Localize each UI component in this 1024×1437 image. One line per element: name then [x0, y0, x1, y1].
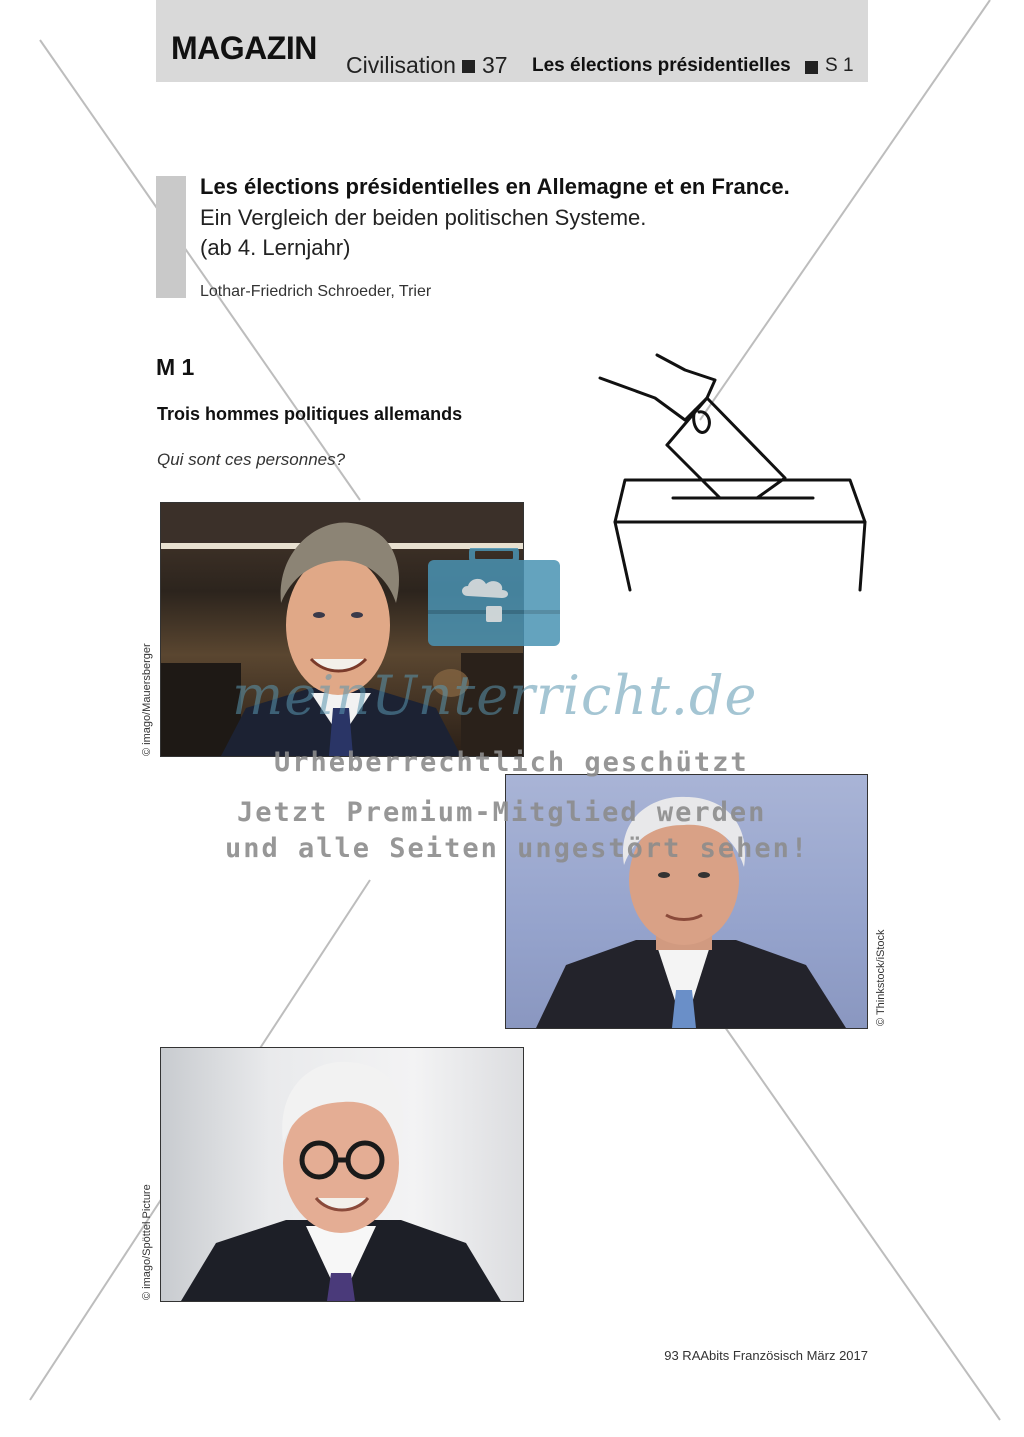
briefcase-cloud-icon [428, 548, 560, 646]
photo-credit: © Thinkstock/iStock [875, 929, 887, 1026]
watermark-pages: und alle Seiten ungestört sehen! [225, 833, 810, 864]
photo-politician-3 [160, 1047, 524, 1302]
watermark-site: meinUnterricht.de [232, 664, 758, 727]
document-title: Les élections présidentielles en Allemagne et en France. [200, 174, 790, 199]
issue-number: 37 [482, 52, 508, 78]
page-number: S 1 [825, 55, 854, 76]
document-subtitle: Ein Vergleich der beiden politischen Systeme. [200, 205, 647, 230]
material-label: M 1 [156, 354, 195, 380]
topic-label: Les élections présidentielles [532, 55, 791, 76]
photo-credit: © imago/Mauersberger [141, 643, 153, 756]
material-question: Qui sont ces personnes? [157, 450, 346, 469]
title-accent-bar [156, 176, 186, 298]
photo-credit: © imago/Spöttel Picture [141, 1184, 153, 1300]
square-bullet-icon [462, 60, 475, 73]
footer-text: 93 RAAbits Französisch März 2017 [664, 1348, 868, 1363]
square-bullet-icon [805, 61, 818, 74]
material-heading: Trois hommes politiques allemands [157, 404, 463, 424]
section-label: Civilisation [346, 52, 456, 78]
ballot-box-icon [595, 350, 875, 600]
watermark-premium: Jetzt Premium-Mitglied werden [237, 797, 767, 828]
magazine-label: MAGAZIN [171, 30, 317, 66]
level-note: (ab 4. Lernjahr) [200, 235, 351, 260]
watermark-copyright: Urheberrechtlich geschützt [274, 747, 749, 778]
author: Lothar-Friedrich Schroeder, Trier [200, 283, 432, 300]
